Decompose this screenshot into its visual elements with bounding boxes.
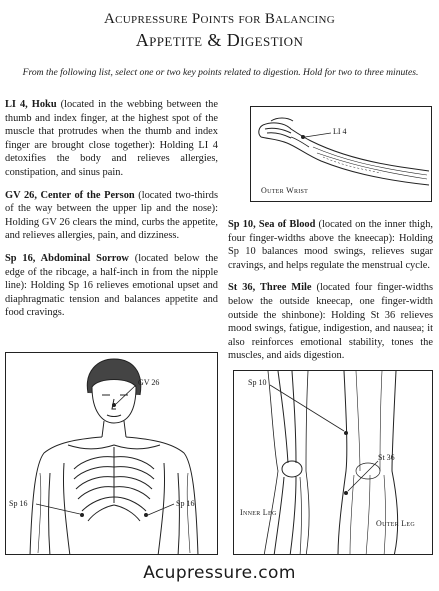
site-footer: Acupressure.com	[143, 563, 296, 583]
point-description: (located four finger-widths below the outside kneecap, one finger-width outside the shinbone): Holding St 36 relieves mood swings, fatigue, indigestion, and nausea; it also reinforces emotional stability, tones the muscles, and aids digestion.	[228, 282, 433, 362]
wrist-illustration	[250, 106, 432, 202]
intro-text: From the following list, select one or two key points related to digestion. Hold for two to three minutes.	[22, 67, 419, 78]
point-description: (located in the webbing between the thumb and index finger, at the highest spot of the muscle that protrudes when the thumb and index finger are brought close together): Holding LI 4 detoxifies the body and relieves allergies, constipation, and sinus pain.	[5, 99, 218, 178]
inner-leg-caption: Inner Leg	[240, 508, 277, 517]
sp16-right-label: Sp 16	[176, 499, 195, 508]
sp16-left-label: Sp 16	[9, 499, 28, 508]
sp10-point-marker	[344, 431, 348, 435]
li4-leader-line	[305, 133, 331, 137]
li4-point-marker	[301, 135, 305, 139]
sp16-left-point-marker	[80, 513, 84, 517]
sp16-right-leader-line	[148, 504, 174, 515]
point-sp10	[228, 218, 433, 272]
point-description: (located two-thirds of the way between the upper lip and the nose): Holding GV 26 clears the mind, curbs the appetite, and relieves allergies, pain, and dizziness.	[5, 189, 218, 242]
torso-drawing	[6, 353, 218, 555]
torso-illustration	[5, 352, 218, 555]
title-line-2: Appetite & Digestion	[135, 30, 304, 50]
sp10-label: Sp 10	[248, 378, 267, 387]
gv26-point-marker	[112, 403, 116, 407]
sp16-right-point-marker	[144, 513, 148, 517]
st36-label: St 36	[378, 453, 395, 462]
st36-point-marker	[344, 491, 348, 495]
point-description: (located below the edge of the ribcage, a half-inch in from the nipple line): Holding Sp 16 relieves emotional upset and diaphragmatic tension and balances appetite and food cravings.	[5, 252, 219, 319]
st36-leader-line	[348, 461, 378, 491]
outer-leg-caption: Outer Leg	[376, 519, 416, 528]
legs-illustration	[233, 370, 433, 555]
point-name: Sp 10, Sea of Blood	[228, 219, 316, 230]
point-name: GV 26, Center of the Person	[5, 189, 135, 201]
wrist-caption: Outer Wrist	[261, 186, 309, 195]
point-li4	[5, 98, 218, 180]
point-sp16	[5, 252, 218, 320]
point-name: LI 4, Hoku	[5, 99, 57, 110]
li4-label: LI 4	[333, 127, 347, 136]
gv26-label: GV 26	[138, 378, 160, 387]
point-name: Sp 16, Abdominal Sorrow	[5, 252, 129, 264]
point-description: (located on the inner thigh, four finger-widths above the kneecap): Holding Sp 10 balances mood swings, relieves sugar cravings, and helps regulate the menstrual cycle.	[228, 219, 433, 271]
point-st36	[228, 281, 433, 363]
sp16-left-leader-line	[36, 504, 80, 514]
right-column	[228, 218, 433, 372]
title-line-1: Acupressure Points for Balancing	[104, 11, 335, 27]
left-column	[5, 98, 218, 329]
point-gv26	[5, 189, 218, 243]
point-name: St 36, Three Mile	[228, 282, 312, 294]
